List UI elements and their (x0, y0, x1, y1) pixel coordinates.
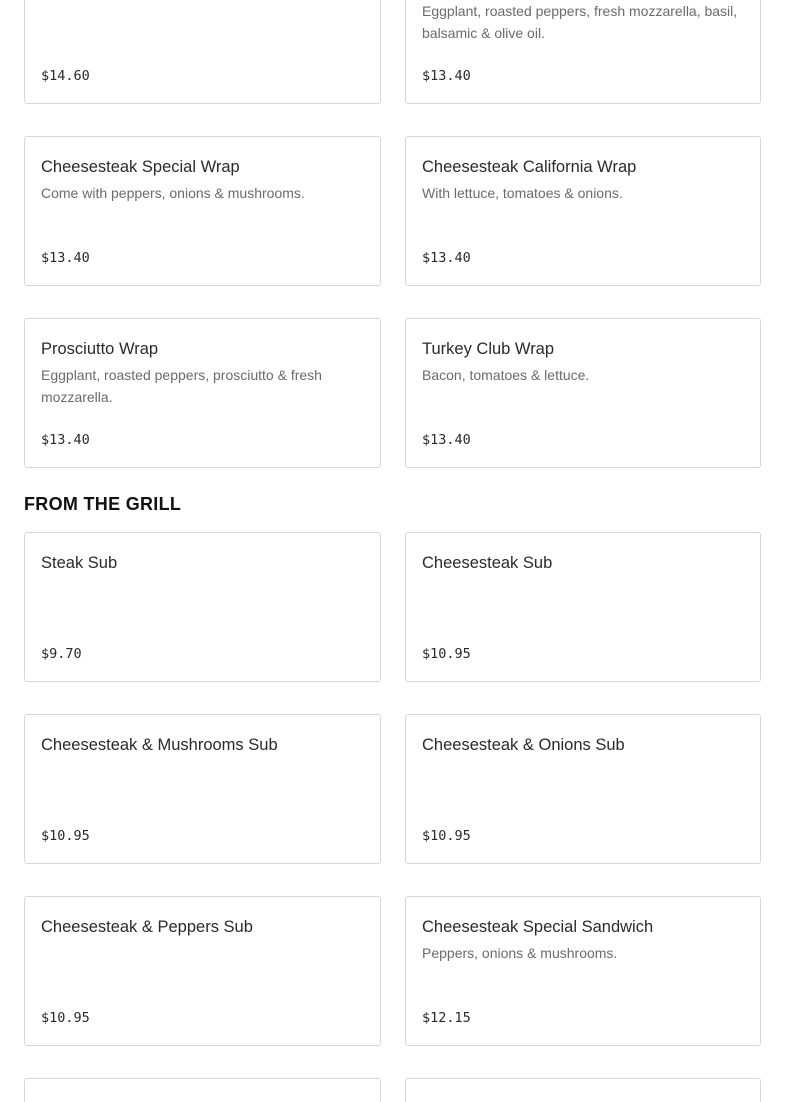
menu-item-price: $12.15 (422, 1010, 471, 1026)
menu-item-card[interactable] (405, 896, 761, 1046)
menu-item-description: Eggplant, roasted peppers, prosciutto & fresh mozzarella. (41, 367, 322, 405)
menu-item-price: $13.40 (422, 432, 471, 448)
menu-item-price: $13.40 (41, 250, 90, 266)
menu-item-description: Eggplant, roasted peppers, fresh mozzarella, basil, balsamic & olive oil. (422, 3, 738, 41)
menu-item-card[interactable] (405, 0, 761, 104)
menu-item-card[interactable] (405, 714, 761, 864)
menu-item-card[interactable] (24, 896, 381, 1046)
menu-item-name: Cheesesteak California Wrap (422, 158, 637, 176)
menu-item-card[interactable] (24, 318, 381, 468)
menu-item-price: $10.95 (422, 828, 471, 844)
menu-item-name: Cheesesteak Sub (422, 554, 553, 572)
menu-item-price: $13.40 (422, 250, 471, 266)
menu-item-card[interactable] (24, 714, 381, 864)
menu-item-card[interactable] (24, 136, 381, 286)
menu-item-price: $10.95 (422, 646, 471, 662)
menu-item-price: $10.95 (41, 1010, 90, 1026)
menu-item-name: Cheesesteak & Peppers Sub (41, 918, 253, 936)
section-title: FROM THE GRILL (24, 494, 182, 514)
menu-item-card[interactable] (24, 0, 381, 104)
menu-item-name: Steak Sub (41, 554, 118, 572)
menu-item-price: $9.70 (41, 646, 82, 662)
menu-item-name: Turkey Club Wrap (422, 340, 555, 358)
menu-item-description: Come with peppers, onions & mushrooms. (41, 185, 305, 201)
menu-item-price: $14.60 (41, 68, 90, 84)
menu-item-card[interactable] (405, 136, 761, 286)
menu-item-card[interactable] (24, 532, 381, 682)
menu-item-name: Cheesesteak Special Sandwich (422, 918, 654, 936)
menu-item-name: Prosciutto Wrap (41, 340, 159, 358)
menu-item-name: Cheesesteak & Onions Sub (422, 736, 625, 754)
menu-item-price: $10.95 (41, 828, 90, 844)
menu-item-price: $13.40 (422, 68, 471, 84)
menu-item-card[interactable] (405, 1078, 761, 1102)
menu-item-card[interactable] (24, 1078, 381, 1102)
menu-item-description: Bacon, tomatoes & lettuce. (422, 367, 590, 383)
menu-item-card[interactable] (405, 318, 761, 468)
menu-item-name: Cheesesteak & Mushrooms Sub (41, 736, 278, 754)
menu-item-price: $13.40 (41, 432, 90, 448)
menu-item-card[interactable] (405, 532, 761, 682)
menu-item-description: With lettuce, tomatoes & onions. (422, 185, 623, 201)
menu-item-name: Cheesesteak Special Wrap (41, 158, 240, 176)
menu-item-description: Peppers, onions & mushrooms. (422, 945, 618, 961)
